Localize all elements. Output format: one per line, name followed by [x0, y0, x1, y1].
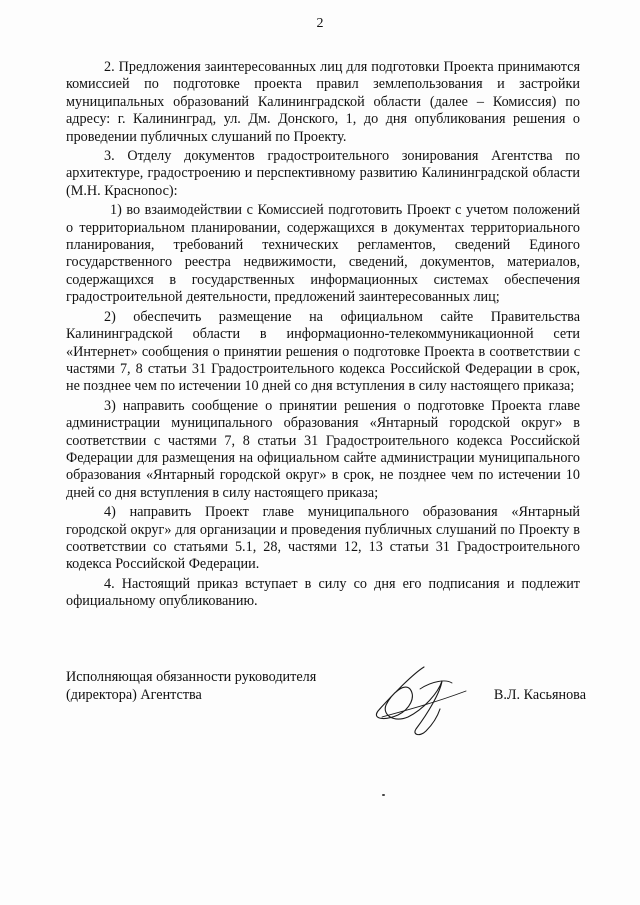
subparagraph-4: 4) направить Проект главе муниципального образования «Янтарный городской округ» для организации и проведения публичных слушаний по Проекту в соответствии со статьями 5.1, 28, частями 12, 13 статьи 31 Градостроительного кодекса Российской Федерации.	[66, 504, 580, 573]
paragraph-3: 3. Отделу документов градостроительного зонирования Агентства по архитектуре, градостроению и перспективному развитию Калининградской области (М.Н. Красноnос):	[66, 148, 580, 199]
paragraph-2: 2. Предложения заинтересованных лиц для подготовки Проекта принимаются комиссией по подготовке проекта правил землепользования и застройки муниципальных образований Калининградской области (далее – Комиссия) по адресу: г. Калининград, ул. Дм. Донского, 1, до дня опубликования решения о проведении публичных слушаний по Проекту.	[66, 59, 580, 145]
subparagraph-3: 3) направить сообщение о принятии решения о подготовке Проекта главе администрации муниципального образования «Янтарный городской округ» в соответствии с частями 7, 8 статьи 31 Градостроительного кодекса Российской Федерации для размещения на официальном сайте администрации муниципального образования «Янтарный городской округ» в срок, не позднее чем по истечении 10 дней со дня вступления в силу настоящего приказа;	[66, 397, 580, 501]
handwritten-signature	[354, 659, 504, 749]
page-number: 2	[316, 16, 324, 31]
document-body	[66, 59, 580, 613]
subparagraph-2: 2) обеспечить размещение на официальном сайте Правительства Калининградской области в информационно-телекоммуникационной сети «Интернет» сообщения о принятии решения о подготовке Проекта в соответствии с частями 7, 8 статьи 31 Градостроительного кодекса Российской Федерации в срок, не позднее чем по истечении 10 дней со дня вступления в силу настоящего приказа;	[66, 308, 580, 395]
signatory-title: Исполняющая обязанности руководителя (директора) Агентства	[66, 669, 317, 703]
paragraph-4: 4. Настоящий приказ вступает в силу со дня его подписания и подлежит официальному опубликованию.	[66, 575, 580, 610]
signature-block	[66, 669, 586, 749]
signatory-name: В.Л. Касьянова	[493, 687, 586, 703]
subparagraph-1: 1) во взаимодействии с Комиссией подготовить Проект с учетом положений о территориальном планировании, содержащихся в документах территориального планирования, требований технических регламентов, сведений Единого государственного реестра недвижимости, сведений, документов, материалов, содержащихся в государственных информационных системах обеспечения градостроительной деятельности, предложений заинтересованных лиц;	[66, 202, 580, 306]
scan-speck	[382, 794, 385, 796]
